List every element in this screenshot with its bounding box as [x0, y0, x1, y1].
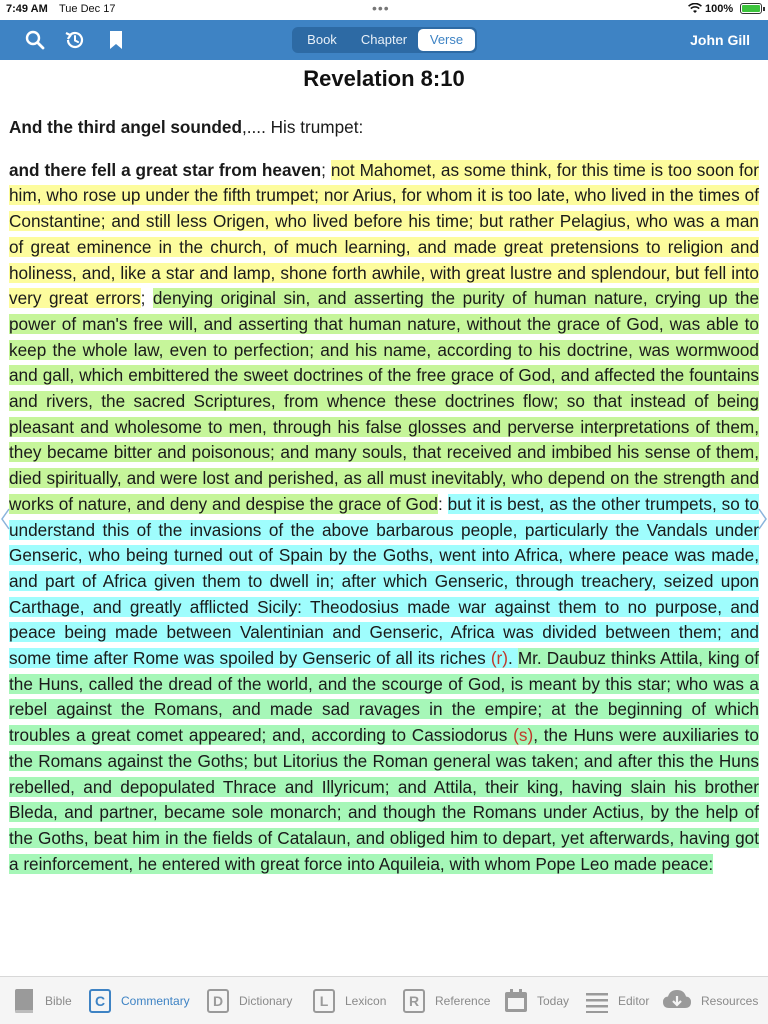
- segment-verse[interactable]: Verse: [418, 29, 475, 51]
- tab-bible[interactable]: [12, 986, 72, 1016]
- highlight-cyan[interactable]: .: [508, 648, 518, 669]
- previous-verse-arrow-icon[interactable]: [0, 508, 10, 530]
- verse-phrase: And the third angel sounded: [9, 117, 242, 137]
- tab-label: Reference: [435, 994, 491, 1008]
- next-verse-arrow-icon[interactable]: [758, 508, 768, 530]
- commentary-text: ;: [321, 159, 331, 180]
- cloud-download-icon: [662, 988, 692, 1014]
- highlight-mint[interactable]: , the Huns were auxiliaries to the Romans against the Goths; but Litorius the Roman general was taken; and after this the Huns rebelled, and depopulated Thrace and Illyricum; and Attila, their king, having slain his brother Bleda, and partner, became sole monarch; and though the Romans under Actius, by the help of the Goths, beat him in the fields of Catalaun, and obliged him to depart, yet afterwards, having got a reinforcement, he entered with great force into Aquileia, with whom Pope Leo made peace:: [9, 725, 759, 874]
- tab-dictionary[interactable]: [206, 986, 292, 1016]
- commentary-paragraph: [9, 158, 759, 878]
- battery-percent: 100%: [705, 3, 734, 15]
- verse-phrase: and there fell a great star from heaven: [9, 159, 322, 180]
- tab-label: Bible: [45, 994, 72, 1008]
- history-icon[interactable]: [64, 29, 86, 51]
- tab-commentary[interactable]: [88, 986, 190, 1016]
- tab-lexicon[interactable]: [312, 986, 386, 1016]
- search-icon[interactable]: [24, 29, 46, 51]
- tab-bar: [0, 976, 768, 1024]
- wifi-icon: [688, 3, 702, 14]
- commentary-paragraph: [9, 115, 759, 141]
- status-bar: [0, 0, 768, 20]
- tab-label: Today: [537, 994, 570, 1008]
- tab-label: Commentary: [121, 994, 190, 1008]
- status-date: Tue Dec 17: [59, 3, 116, 15]
- nav-bar: [0, 20, 768, 60]
- tab-label: Resources: [701, 994, 759, 1008]
- tab-reference[interactable]: [402, 986, 490, 1016]
- commentary-text: ;: [140, 288, 153, 309]
- commentary-icon: C: [88, 988, 112, 1014]
- reference-icon: R: [402, 988, 426, 1014]
- tab-label: Editor: [618, 994, 650, 1008]
- tab-resources[interactable]: [662, 986, 758, 1016]
- page-title: Revelation 8:10: [303, 66, 465, 91]
- segment-book[interactable]: Book: [307, 32, 337, 47]
- footnote-link-s[interactable]: (s): [513, 725, 534, 746]
- lines-icon: [585, 988, 609, 1014]
- tab-today[interactable]: [504, 986, 569, 1016]
- segment-chapter[interactable]: Chapter: [360, 32, 408, 47]
- commentary-body: [9, 115, 759, 877]
- commentary-author-button[interactable]: John Gill: [690, 32, 750, 48]
- footnote-link-r[interactable]: (r): [490, 648, 508, 669]
- bookmark-icon[interactable]: [105, 29, 127, 51]
- book-icon: [12, 988, 36, 1014]
- view-mode-segmented-control: [292, 27, 477, 53]
- tab-label: Lexicon: [345, 994, 387, 1008]
- tab-label: Dictionary: [239, 994, 293, 1008]
- highlight-yellow[interactable]: not Mahomet, as some think, for this time is too soon for him, who rose up under the fifth trumpet; nor Arius, for whom it is too late, who lived in the times of Constantine; and still less Origen, who lived before his time; but rather Pelagius, who was a man of great eminence in the church, of much learning, and made great pretensions to religion and holiness, and, like a star and lamp, shone forth awhile, with great lustre and splendour, but fell into very great errors: [9, 159, 759, 309]
- calendar-icon: [504, 988, 528, 1014]
- status-time: 7:49 AM: [6, 3, 48, 15]
- commentary-text: ,.... His trumpet:: [241, 117, 364, 137]
- highlight-mint[interactable]: Mr. Daubuz thinks Attila, king of the Huns, called the dread of the world, and the scourge of God, is meant by this star; who was a rebel against the Romans, and made sad ravages in the empire; at the beginning of which troubles a great comet appeared; and, according to Cassiodorus: [9, 648, 759, 746]
- multitasking-dots-icon[interactable]: •••: [372, 0, 390, 16]
- highlight-cyan[interactable]: but it is best, as the other trumpets, so to understand this of the invasions of the above barbarous people, particularly the Vandals under Genseric, who being turned out of Spain by the Goths, went into Africa, where peace was made, and part of Africa given them to dwell in; after which Genseric, through treachery, seized upon Carthage, and greatly afflicted Sicily: Theodosius made war against them to no purpose, and peace being made between Valentinian and Genseric, Africa was divided between them; and some time after Rome was spoiled by Genseric of all its riches: [9, 493, 759, 669]
- highlight-green[interactable]: denying original sin, and asserting the purity of human nature, crying up the power of man's free will, and asserting that human nature, without the grace of God, was able to keep the whole law, even to perfection; and his name, according to his doctrine, was wormwood and gall, which embittered the sweet doctrines of the free grace of God, and affected the fountains and rivers, the sacred Scriptures, from whence these doctrines flow; so that instead of being pleasant and wholesome to men, through his false glosses and perverse interpretations of them, they became bitter and poisonous; and many souls, that received and imbibed his sense of them, died spiritually, and were lost and perished, as all must inevitably, who depend on the strength and works of nature, and deny and despise the grace of God: [9, 288, 759, 514]
- commentary-text: :: [438, 493, 448, 514]
- tab-editor[interactable]: [585, 986, 649, 1016]
- battery-icon: [740, 3, 762, 14]
- dictionary-icon: D: [206, 988, 230, 1014]
- lexicon-icon: L: [312, 988, 336, 1014]
